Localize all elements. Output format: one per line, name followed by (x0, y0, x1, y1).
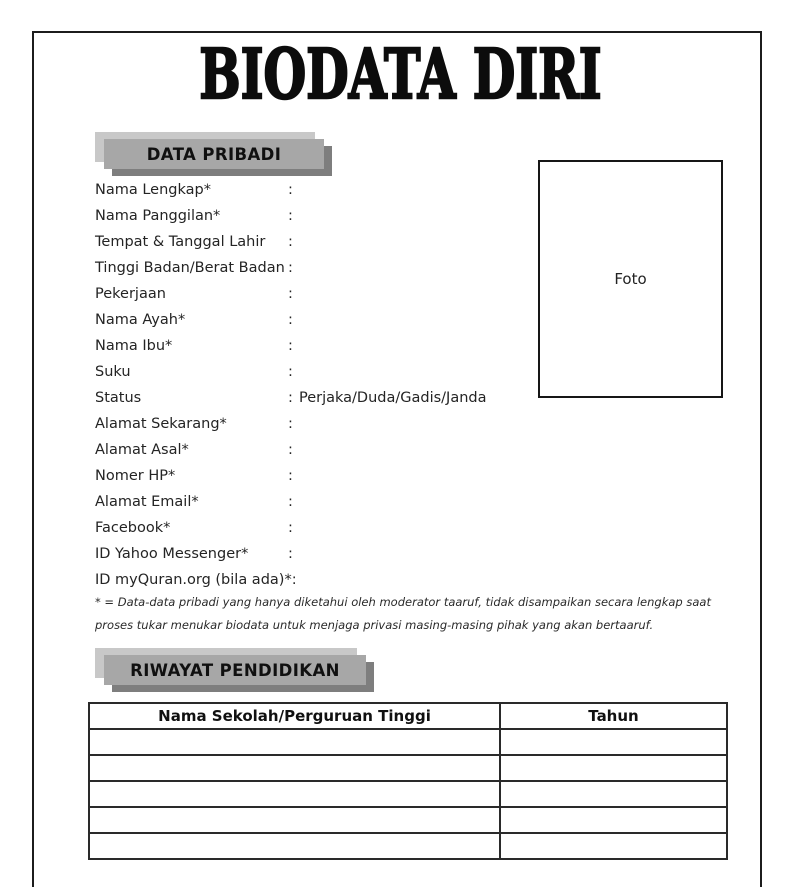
field-colon: : (288, 208, 293, 224)
education-table-cell (89, 781, 500, 807)
field-label: Pekerjaan (95, 286, 166, 302)
field-label: Facebook* (95, 520, 171, 536)
heading-box (104, 139, 324, 169)
education-table-cell (89, 729, 500, 755)
field-colon: : (288, 416, 293, 432)
education-table-cell (500, 833, 727, 859)
field-colon: : (288, 364, 293, 380)
field-colon: : (288, 260, 293, 276)
page-title (0, 35, 800, 115)
field-row (95, 463, 555, 489)
field-colon: : (288, 546, 293, 562)
field-label: Nomer HP* (95, 468, 176, 484)
field-row (95, 281, 555, 307)
field-label: Nama Ayah* (95, 312, 186, 328)
field-label: ID Yahoo Messenger* (95, 546, 249, 562)
education-col-school-header: Nama Sekolah/Perguruan Tinggi (89, 703, 500, 729)
education-table-row (89, 807, 727, 833)
field-colon: : (288, 390, 293, 406)
personal-fields (95, 177, 555, 593)
field-label: Tinggi Badan/Berat Badan (95, 260, 285, 276)
field-label: Alamat Sekarang* (95, 416, 227, 432)
field-label: Nama Panggilan* (95, 208, 221, 224)
field-label: Nama Ibu* (95, 338, 173, 354)
field-value: Perjaka/Duda/Gadis/Janda (299, 390, 487, 406)
page-title-text: BIODATA DIRI (198, 35, 602, 115)
education-table-cell (500, 755, 727, 781)
education-table-row (89, 755, 727, 781)
education-table-row (89, 729, 727, 755)
field-row (95, 541, 555, 567)
field-colon: : (288, 494, 293, 510)
field-row (95, 307, 555, 333)
field-label: Alamat Asal* (95, 442, 189, 458)
education-table-row (89, 833, 727, 859)
field-colon: : (288, 182, 293, 198)
field-row (95, 359, 555, 385)
education-table-cell (89, 833, 500, 859)
field-row (95, 489, 555, 515)
footnote: * = Data-data pribadi yang hanya diketahui oleh moderator taaruf, tidak disampaikan secara lengkap saat proses tukar menukar biodata untuk menjaga privasi masing-masing pihak yang akan bertaaruf. (95, 595, 711, 632)
field-row (95, 515, 555, 541)
field-label: Suku (95, 364, 131, 380)
field-colon: : (288, 234, 293, 250)
education-table-cell (500, 807, 727, 833)
field-colon: : (288, 520, 293, 536)
field-label: Status (95, 390, 142, 406)
field-row (95, 333, 555, 359)
field-row (95, 177, 555, 203)
education-table-cell (500, 781, 727, 807)
field-row (95, 411, 555, 437)
heading-box (104, 655, 366, 685)
field-colon: : (288, 312, 293, 328)
field-label: Tempat & Tanggal Lahir (95, 234, 266, 250)
field-colon: : (288, 442, 293, 458)
education-table-cell (89, 755, 500, 781)
field-colon: : (288, 286, 293, 302)
field-row (95, 437, 555, 463)
education-table-body (89, 729, 727, 859)
photo-box (538, 160, 723, 398)
field-row (95, 385, 555, 411)
field-label: ID myQuran.org (bila ada)* (95, 572, 292, 588)
education-table-header-row (89, 703, 727, 729)
field-colon: : (288, 338, 293, 354)
education-table-cell (89, 807, 500, 833)
heading-label: RIWAYAT PENDIDIKAN (130, 660, 340, 680)
education-table-row (89, 781, 727, 807)
education-col-year-header: Tahun (500, 703, 727, 729)
field-label: Nama Lengkap* (95, 182, 211, 198)
education-table (88, 702, 728, 860)
heading-label: DATA PRIBADI (146, 144, 282, 164)
field-colon: : (288, 468, 293, 484)
field-colon: : (291, 572, 297, 588)
field-row (95, 229, 555, 255)
education-table-cell (500, 729, 727, 755)
field-row (95, 203, 555, 229)
field-row (95, 567, 555, 593)
field-label: Alamat Email* (95, 494, 199, 510)
field-row (95, 255, 555, 281)
photo-label: Foto (614, 270, 647, 288)
